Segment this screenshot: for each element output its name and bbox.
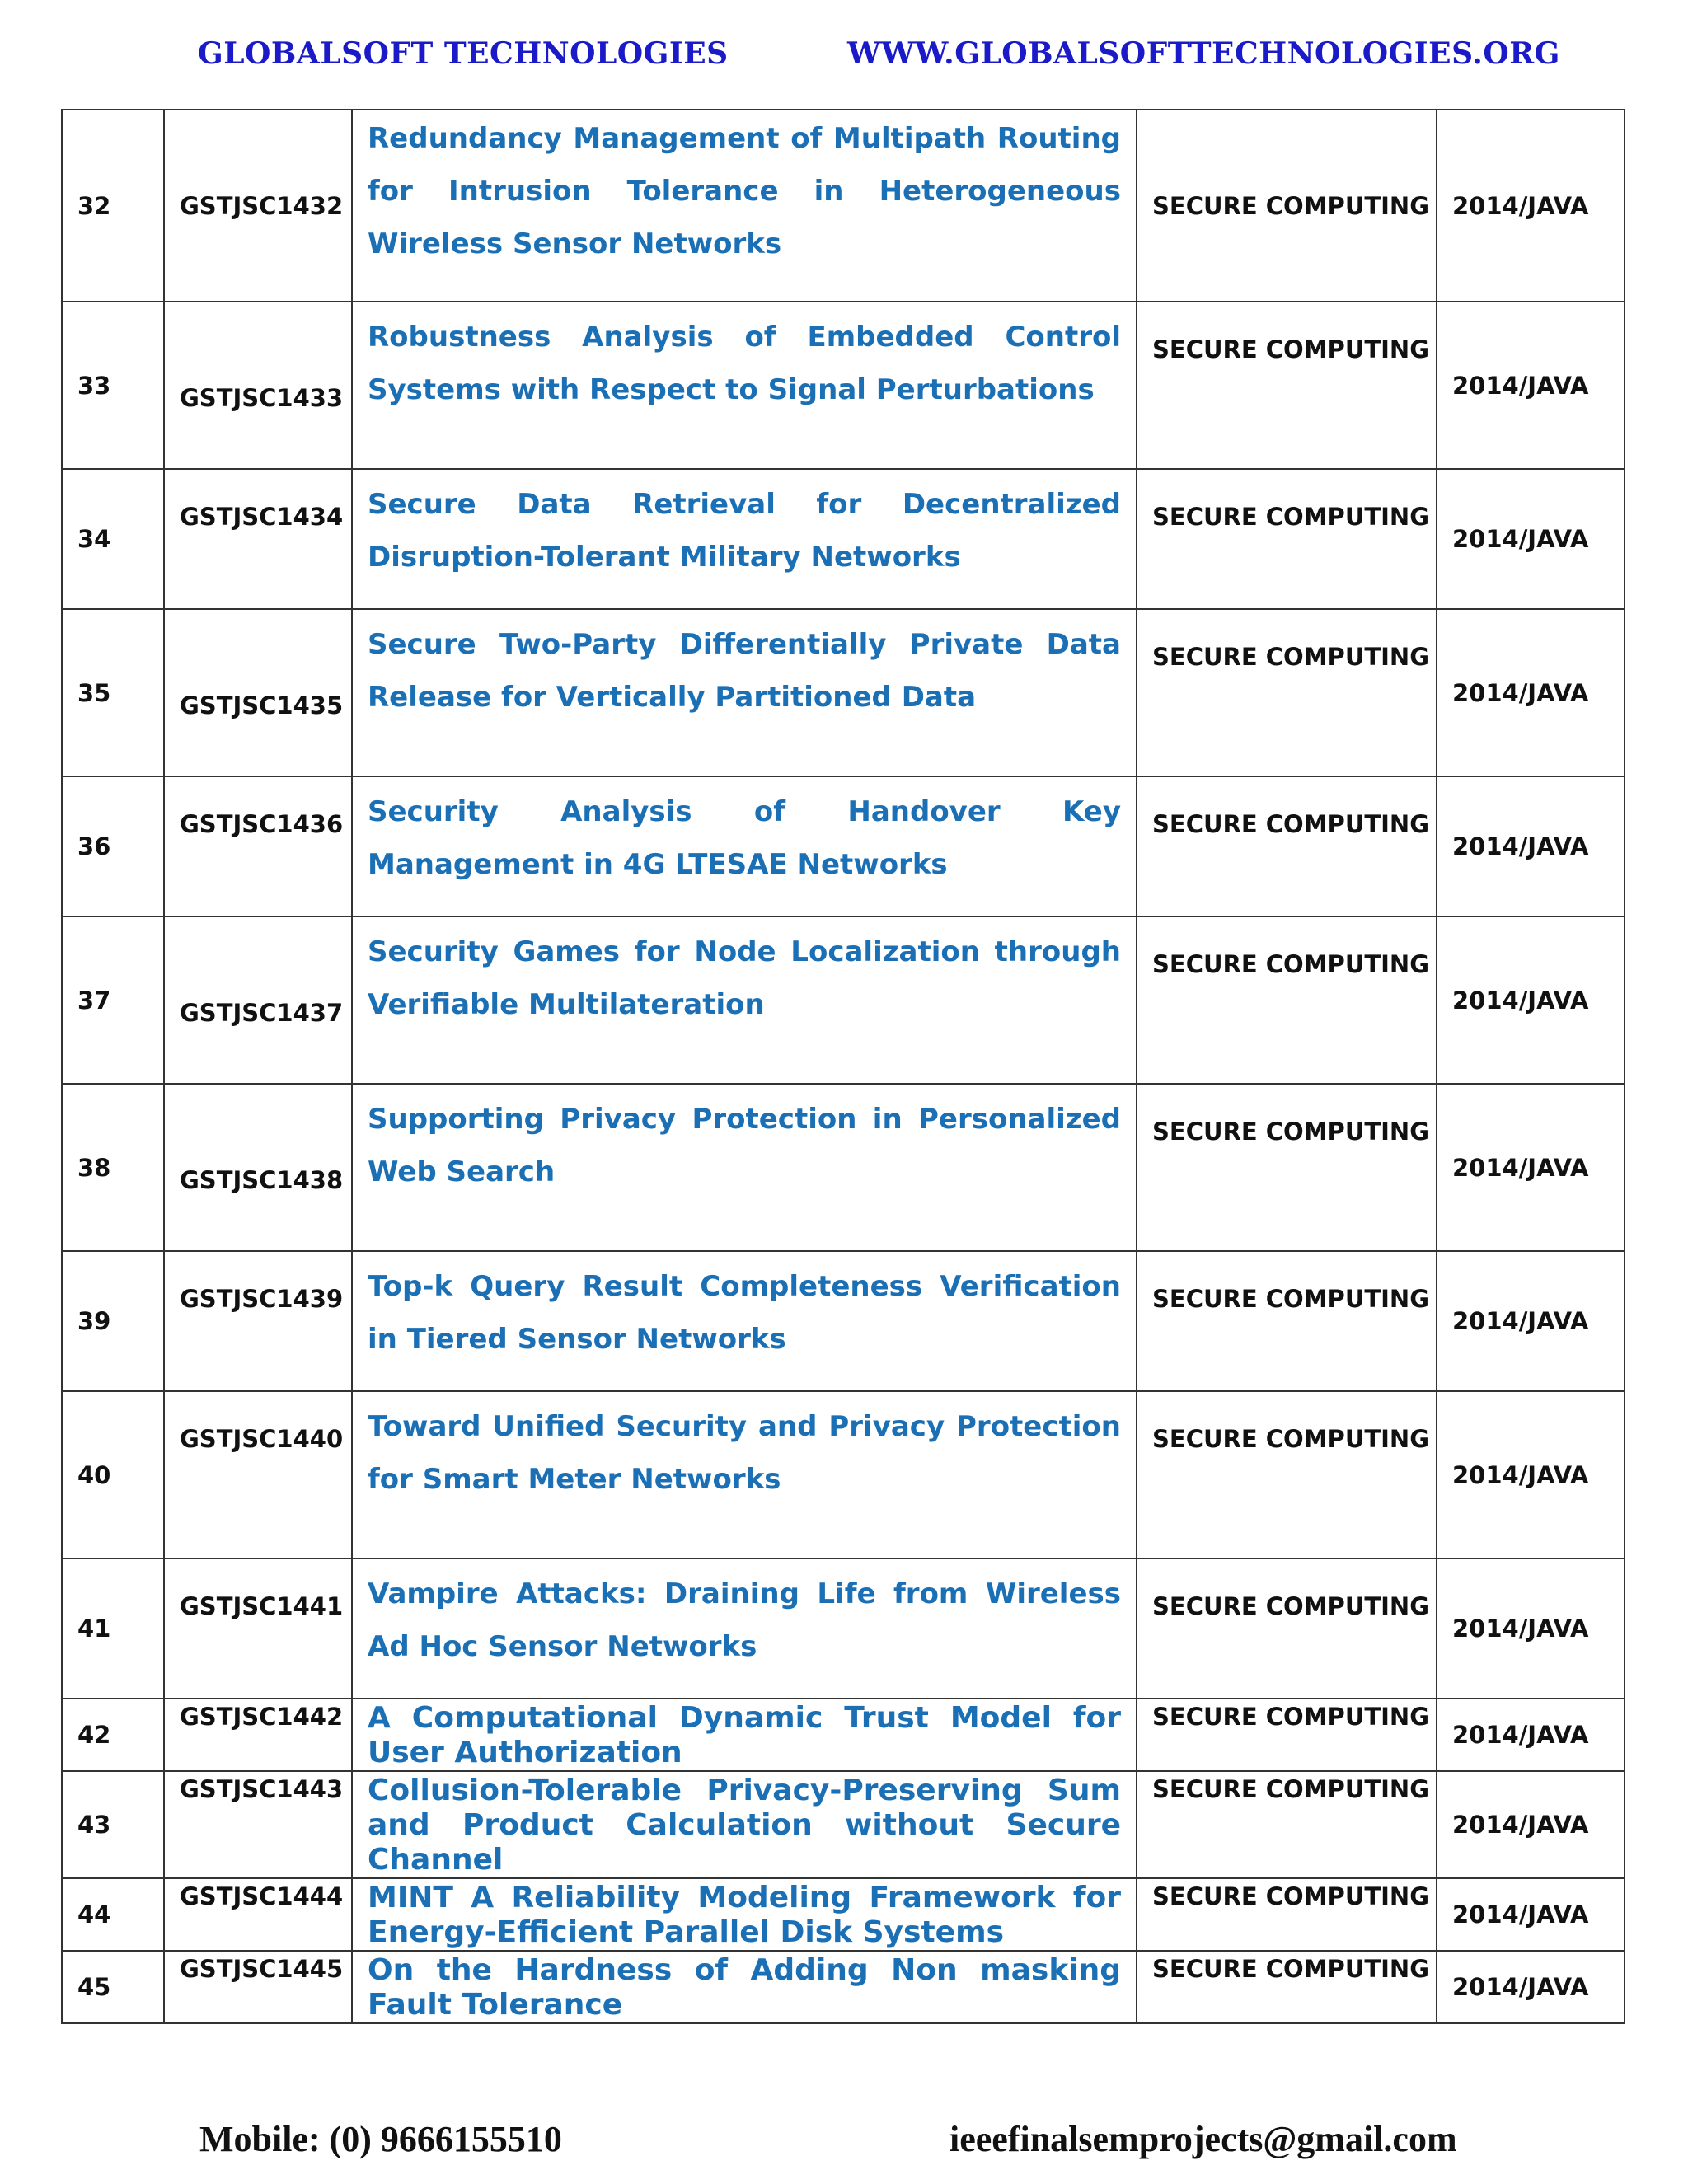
- row-number: 36: [62, 776, 164, 916]
- project-title: Security Games for Node Localization through Verifiable Multilateration: [368, 935, 1121, 1021]
- project-year: 2014/JAVA: [1437, 1558, 1625, 1699]
- project-title: Redundancy Management of Multipath Routing for Intrusion Tolerance in Heterogeneous Wireless Sensor Networks: [368, 122, 1121, 260]
- project-domain: SECURE COMPUTING: [1137, 609, 1437, 776]
- project-year: 2014/JAVA: [1437, 1878, 1625, 1951]
- table-row: [62, 916, 1625, 1084]
- row-number: 41: [62, 1558, 164, 1699]
- project-title: Supporting Privacy Protection in Personalized Web Search: [368, 1103, 1121, 1188]
- project-code: GSTJSC1439: [164, 1251, 352, 1391]
- row-number: 38: [62, 1084, 164, 1251]
- company-website: WWW.GLOBALSOFTTECHNOLOGIES.ORG: [847, 36, 1560, 71]
- project-domain: SECURE COMPUTING: [1137, 469, 1437, 609]
- project-title: Secure Data Retrieval for Decentralized Disruption-Tolerant Military Networks: [368, 488, 1121, 574]
- row-number: 44: [62, 1878, 164, 1951]
- project-domain: SECURE COMPUTING: [1137, 1084, 1437, 1251]
- project-code: GSTJSC1444: [164, 1878, 352, 1951]
- projects-table: [61, 109, 1625, 2024]
- project-title: Top-k Query Result Completeness Verification in Tiered Sensor Networks: [368, 1270, 1121, 1356]
- page-footer: [0, 2118, 1688, 2168]
- project-title: Robustness Analysis of Embedded Control Systems with Respect to Signal Perturbations: [368, 321, 1121, 406]
- contact-email: ieeefinalsemprojects@gmail.com: [950, 2119, 1457, 2159]
- project-code: GSTJSC1433: [164, 302, 352, 469]
- project-code: GSTJSC1438: [164, 1084, 352, 1251]
- row-number: 35: [62, 609, 164, 776]
- project-year: 2014/JAVA: [1437, 609, 1625, 776]
- project-title: Security Analysis of Handover Key Management in 4G LTESAE Networks: [368, 795, 1121, 881]
- row-number: 39: [62, 1251, 164, 1391]
- table-row: [62, 1084, 1625, 1251]
- project-title-cell: [352, 1251, 1137, 1391]
- project-year: 2014/JAVA: [1437, 469, 1625, 609]
- project-code: GSTJSC1432: [164, 110, 352, 302]
- project-title: A Computational Dynamic Trust Model for User Authorization: [368, 1701, 1121, 1769]
- project-year: 2014/JAVA: [1437, 1251, 1625, 1391]
- project-code: GSTJSC1437: [164, 916, 352, 1084]
- table-row: [62, 469, 1625, 609]
- project-year: 2014/JAVA: [1437, 1699, 1625, 1771]
- row-number: 34: [62, 469, 164, 609]
- project-domain: SECURE COMPUTING: [1137, 1878, 1437, 1951]
- project-title-cell: [352, 110, 1137, 302]
- project-domain: SECURE COMPUTING: [1137, 1558, 1437, 1699]
- table-row: [62, 1951, 1625, 2023]
- project-title: MINT A Reliability Modeling Framework for Energy-Efficient Parallel Disk Systems: [368, 1881, 1121, 1949]
- row-number: 43: [62, 1771, 164, 1878]
- table-row: [62, 609, 1625, 776]
- project-title: Collusion-Tolerable Privacy-Preserving Sum and Product Calculation without Secure Channel: [368, 1774, 1121, 1877]
- project-domain: SECURE COMPUTING: [1137, 1771, 1437, 1878]
- table-row: [62, 1251, 1625, 1391]
- project-domain: SECURE COMPUTING: [1137, 110, 1437, 302]
- row-number: 37: [62, 916, 164, 1084]
- project-code: GSTJSC1434: [164, 469, 352, 609]
- project-title: On the Hardness of Adding Non masking Fault Tolerance: [368, 1953, 1121, 2022]
- table-row: [62, 1878, 1625, 1951]
- project-title: Vampire Attacks: Draining Life from Wireless Ad Hoc Sensor Networks: [368, 1577, 1121, 1663]
- project-title: Toward Unified Security and Privacy Protection for Smart Meter Networks: [368, 1410, 1121, 1496]
- project-title-cell: [352, 1084, 1137, 1251]
- project-title-cell: [352, 1771, 1137, 1878]
- row-number: 42: [62, 1699, 164, 1771]
- project-year: 2014/JAVA: [1437, 776, 1625, 916]
- row-number: 32: [62, 110, 164, 302]
- table-row: [62, 1699, 1625, 1771]
- project-title-cell: [352, 1699, 1137, 1771]
- project-code: GSTJSC1436: [164, 776, 352, 916]
- page-header: [0, 36, 1688, 77]
- project-title-cell: [352, 302, 1137, 469]
- project-title-cell: [352, 1391, 1137, 1558]
- table-row: [62, 1558, 1625, 1699]
- project-code: GSTJSC1445: [164, 1951, 352, 2023]
- table-row: [62, 302, 1625, 469]
- project-year: 2014/JAVA: [1437, 110, 1625, 302]
- project-title-cell: [352, 1951, 1137, 2023]
- project-domain: SECURE COMPUTING: [1137, 1699, 1437, 1771]
- row-number: 40: [62, 1391, 164, 1558]
- project-title-cell: [352, 469, 1137, 609]
- project-year: 2014/JAVA: [1437, 1084, 1625, 1251]
- project-year: 2014/JAVA: [1437, 1951, 1625, 2023]
- project-year: 2014/JAVA: [1437, 1391, 1625, 1558]
- table-row: [62, 1771, 1625, 1878]
- project-domain: SECURE COMPUTING: [1137, 302, 1437, 469]
- project-title-cell: [352, 1878, 1137, 1951]
- project-year: 2014/JAVA: [1437, 916, 1625, 1084]
- table-row: [62, 776, 1625, 916]
- project-title: Secure Two-Party Differentially Private Data Release for Vertically Partitioned Data: [368, 628, 1121, 714]
- project-code: GSTJSC1441: [164, 1558, 352, 1699]
- project-domain: SECURE COMPUTING: [1137, 1251, 1437, 1391]
- project-year: 2014/JAVA: [1437, 1771, 1625, 1878]
- project-code: GSTJSC1435: [164, 609, 352, 776]
- project-title-cell: [352, 776, 1137, 916]
- row-number: 45: [62, 1951, 164, 2023]
- row-number: 33: [62, 302, 164, 469]
- project-year: 2014/JAVA: [1437, 302, 1625, 469]
- project-domain: SECURE COMPUTING: [1137, 1951, 1437, 2023]
- project-code: GSTJSC1443: [164, 1771, 352, 1878]
- table-row: [62, 110, 1625, 302]
- project-domain: SECURE COMPUTING: [1137, 916, 1437, 1084]
- project-code: GSTJSC1440: [164, 1391, 352, 1558]
- company-name: GLOBALSOFT TECHNOLOGIES: [198, 36, 729, 71]
- table-row: [62, 1391, 1625, 1558]
- project-title-cell: [352, 1558, 1137, 1699]
- project-title-cell: [352, 916, 1137, 1084]
- project-title-cell: [352, 609, 1137, 776]
- project-code: GSTJSC1442: [164, 1699, 352, 1771]
- mobile-number: Mobile: (0) 9666155510: [199, 2119, 562, 2159]
- project-domain: SECURE COMPUTING: [1137, 776, 1437, 916]
- project-domain: SECURE COMPUTING: [1137, 1391, 1437, 1558]
